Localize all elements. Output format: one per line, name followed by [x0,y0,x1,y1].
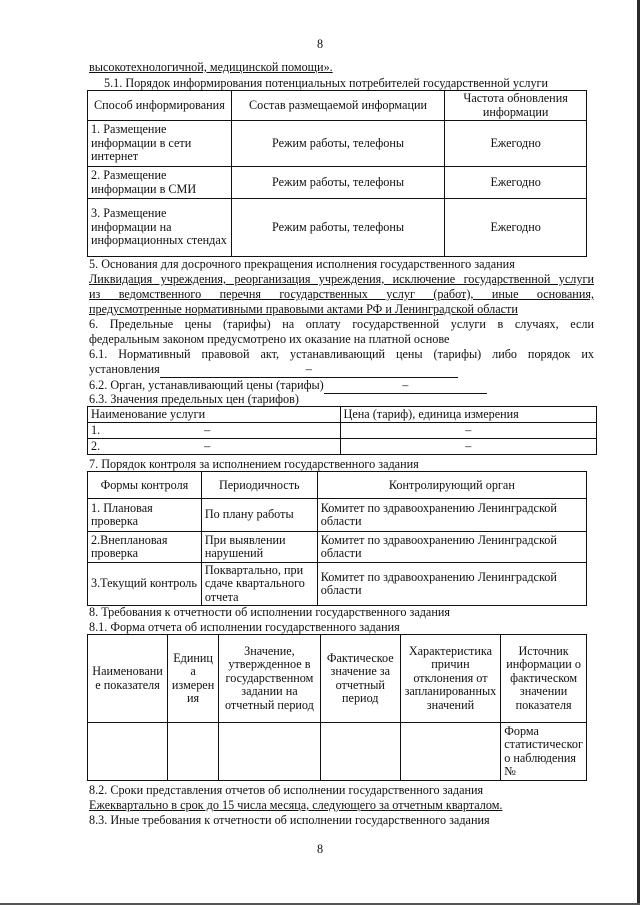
period-cell: Поквартально, при сдаче квартального отчета [201,563,317,606]
header-content: Состав размещаемой информации [231,91,444,121]
section-6-1-field [89,362,594,378]
empty-cell [168,723,219,781]
empty-cell [400,723,501,781]
section-8-1-heading: 8.1. Форма отчета об исполнении государственного задания [89,620,400,634]
frequency-cell: Ежегодно [445,121,587,167]
period-cell: По плану работы [201,499,317,532]
header-form: Формы контроля [88,472,202,499]
header-price: Цена (тариф), единица измерения [340,407,596,423]
section-6-2-value: – [324,378,487,394]
body-cell: Комитет по здравоохранению Ленинградской области [317,532,586,563]
section-6-1-text-line: 6.1. Нормативный правовой акт, устанавливающий цены (тарифы) либо порядок их [89,347,594,361]
section-8-2-value: Ежеквартально в срок до 15 числа месяца, следующего за отчетным кварталом. [89,798,503,812]
table-row [88,563,587,606]
frequency-cell: Ежегодно [445,167,587,199]
control-table [87,471,587,606]
table-row [88,423,597,439]
service-cell [88,439,341,455]
table-row [88,499,587,532]
header-planned: Значение, утвержденное в государственном задании на отчетный период [219,635,321,723]
section-6-3-heading: 6.3. Значения предельных цен (тарифов) [89,392,299,406]
price-cell: – [340,439,596,455]
price-cell: – [340,423,596,439]
method-cell: 3. Размещение информации на информационных стендах [88,199,232,257]
page-number-bottom: 8 [316,842,324,856]
section-5-text-line: предусмотренные нормативными правовыми актами РФ и Ленинградской области [89,302,518,316]
header-period: Периодичность [201,472,317,499]
table-row [88,723,587,781]
frequency-cell: Ежегодно [445,199,587,257]
header-method: Способ информирования [88,91,232,121]
table-row [88,121,587,167]
table-row [88,167,587,199]
form-cell: 1. Плановая проверка [88,499,202,532]
service-name: – [204,439,211,454]
header-actual: Фактическое значение за отчетный период [320,635,400,723]
header-deviation: Характеристика причин отклонения от запланированных значений [400,635,501,723]
section-6-text-line: 6. Предельные цены (тарифы) на оплату государственной услуги в случаях, если [89,317,594,331]
continuation-line: высокотехнологичной, медицинской помощи». [89,60,333,74]
content-cell: Режим работы, телефоны [231,121,444,167]
body-cell: Комитет по здравоохранению Ленинградской области [317,499,586,532]
empty-cell [88,723,168,781]
header-service: Наименование услуги [88,407,341,423]
information-table [87,90,587,257]
section-6-1-value: – [160,362,458,378]
prices-table [87,406,597,455]
section-8-3-heading: 8.3. Иные требования к отчетности об исполнении государственного задания [89,813,490,827]
section-7-heading: 7. Порядок контроля за исполнением государственного задания [89,457,419,471]
row-number: 2. [91,439,101,454]
table-row [88,532,587,563]
service-name: – [204,423,211,438]
report-form-table [87,634,587,781]
body-cell: Комитет по здравоохранению Ленинградской области [317,563,586,606]
section-5-text-line: из ведомственного перечня государственных услуг (работ), иные основания, [89,287,594,301]
form-cell: 2.Внеплановая проверка [88,532,202,563]
content-cell: Режим работы, телефоны [231,199,444,257]
section-6-1-label: установления [89,362,160,376]
section-5-1-heading: 5.1. Порядок информирования потенциальных потребителей государственной услуги [104,76,549,90]
header-indicator: Наименовани е показателя [88,635,168,723]
period-cell: При выявлении нарушений [201,532,317,563]
method-cell: 2. Размещение информации в СМИ [88,167,232,199]
empty-cell [320,723,400,781]
header-frequency: Частота обновления информации [445,91,587,121]
table-row [88,199,587,257]
empty-cell [219,723,321,781]
content-cell: Режим работы, телефоны [231,167,444,199]
row-number: 1. [91,423,101,438]
service-cell [88,423,341,439]
section-6-2-label: 6.2. Орган, устанавливающий цены (тарифы) [89,378,324,392]
page-number-top: 8 [316,37,324,51]
source-cell: Форма статистическог о наблюдения № [501,723,587,781]
header-body: Контролирующий орган [317,472,586,499]
method-cell: 1. Размещение информации в сети интернет [88,121,232,167]
section-8-heading: 8. Требования к отчетности об исполнении государственного задания [89,605,450,619]
section-6-text-line: федеральным законом предусмотрено их оказание на платной основе [89,332,450,346]
section-5-heading: 5. Основания для досрочного прекращения исполнения государственного задания [89,257,515,271]
section-5-text-line: Ликвидация учреждения, реорганизация учреждения, исключение государственной услуги [89,272,594,286]
section-8-2-heading: 8.2. Сроки представления отчетов об исполнении государственного задания [89,783,484,797]
table-row [88,439,597,455]
header-source: Источник информации о фактическом значении показателя [501,635,587,723]
header-unit: Единиц а измерен ия [168,635,219,723]
form-cell: 3.Текущий контроль [88,563,202,606]
